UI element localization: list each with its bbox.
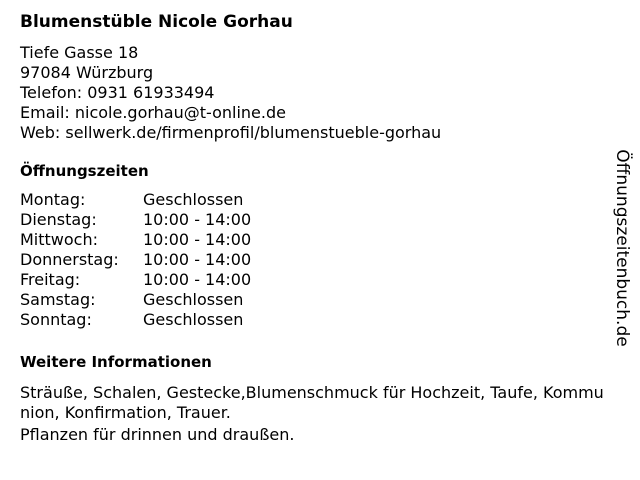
opening-hours-table <box>20 190 610 330</box>
hours-row-wednesday <box>20 230 610 250</box>
site-watermark: Öffnungszeitenbuch.de <box>612 149 632 347</box>
hours-day: Dienstag: <box>20 210 97 229</box>
address-block <box>20 43 610 143</box>
hours-row-sunday <box>20 310 610 330</box>
phone-line: Telefon: 0931 61933494 <box>20 83 215 102</box>
hours-time: 10:00 - 14:00 <box>143 250 252 269</box>
hours-day: Samstag: <box>20 290 96 309</box>
hours-time: Geschlossen <box>143 190 244 209</box>
hours-time: 10:00 - 14:00 <box>143 270 252 289</box>
hours-row-monday <box>20 190 610 210</box>
more-info-heading: Weitere Informationen <box>20 353 212 371</box>
hours-day: Mittwoch: <box>20 230 98 249</box>
hours-time: Geschlossen <box>143 310 244 329</box>
hours-row-tuesday <box>20 210 610 230</box>
hours-row-thursday <box>20 250 610 270</box>
business-card <box>20 10 610 445</box>
hours-row-saturday <box>20 290 610 310</box>
more-info-text: Sträuße, Schalen, Gestecke,Blumenschmuck für Hochzeit, Taufe, Kommunion, Konfirmation, Trauer. <box>20 383 604 422</box>
hours-time: Geschlossen <box>143 290 244 309</box>
more-info-text-plants: Pflanzen für drinnen und draußen. <box>20 425 295 444</box>
hours-day: Freitag: <box>20 270 81 289</box>
city-address: 97084 Würzburg <box>20 63 154 82</box>
hours-day: Sonntag: <box>20 310 92 329</box>
business-name: Blumenstüble Nicole Gorhau <box>20 12 293 32</box>
hours-time: 10:00 - 14:00 <box>143 230 252 249</box>
street-address: Tiefe Gasse 18 <box>20 43 139 62</box>
hours-day: Donnerstag: <box>20 250 119 269</box>
email-line: Email: nicole.gorhau@t-online.de <box>20 103 286 122</box>
web-line: Web: sellwerk.de/firmenprofil/blumenstueble-gorhau <box>20 123 442 142</box>
hours-row-friday <box>20 270 610 290</box>
hours-time: 10:00 - 14:00 <box>143 210 252 229</box>
opening-hours-heading: Öffnungszeiten <box>20 162 149 180</box>
hours-day: Montag: <box>20 190 86 209</box>
